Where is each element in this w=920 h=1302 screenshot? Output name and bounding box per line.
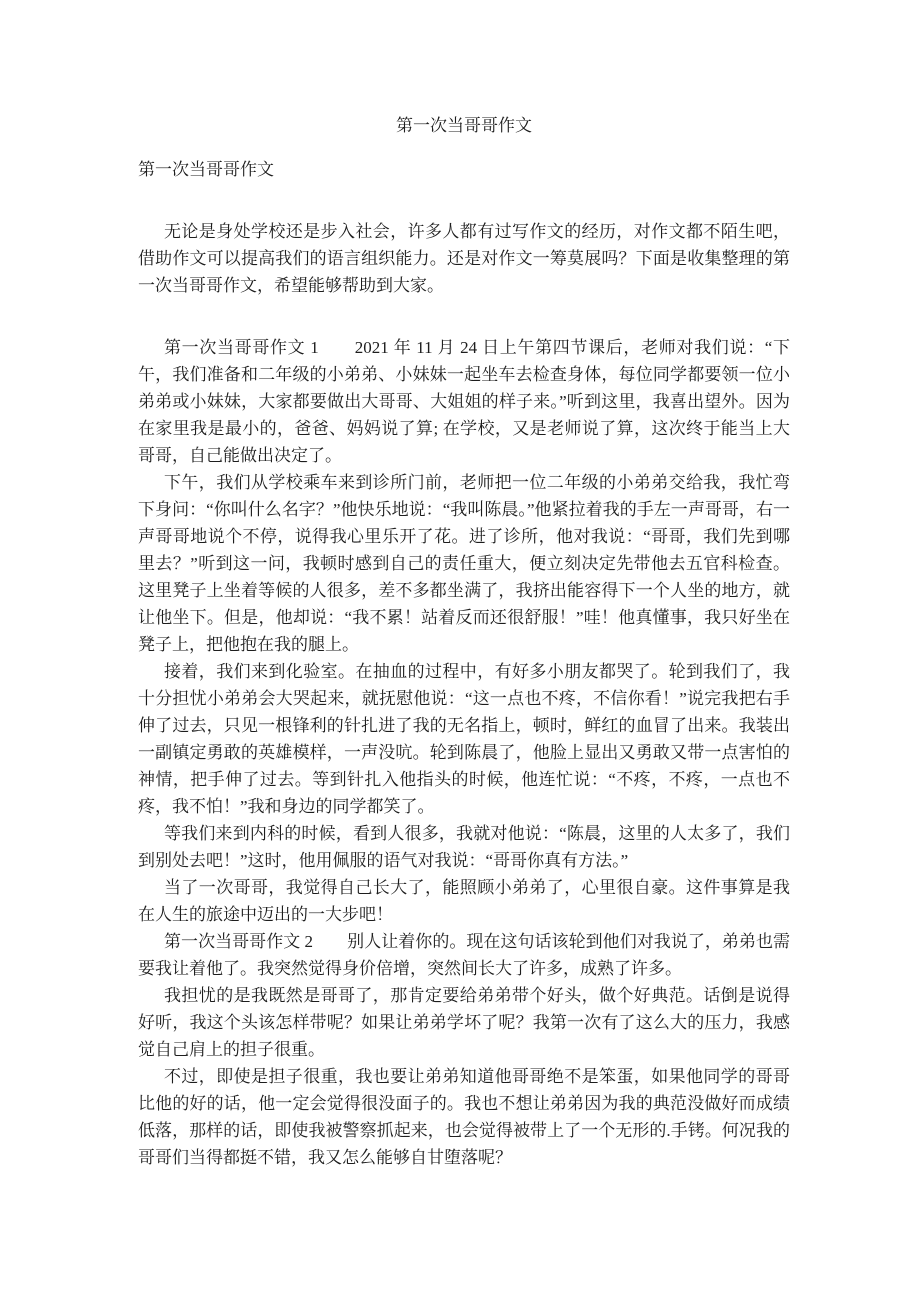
essay-paragraph-1: 第一次当哥哥作文 1 2021 年 11 月 24 日上午第四节课后，老师对我们说：“下午，我们准备和二年级的小弟弟、小妹妹一起坐车去检查身体，每位同学都要领一位小弟弟或小妹妹，大家都要做出大哥哥、大姐姐的样子来。”听到这里，我喜出望外。因为在家里我是最小的，爸爸、妈妈说了算; 在学校，又是老师说了算，这次终于能当上大哥哥，自己能做出决定了。 [138, 338, 790, 465]
essay-paragraph-3: 接着，我们来到化验室。在抽血的过程中，有好多小朋友都哭了。轮到我们了，我十分担忧小弟弟会大哭起来，就抚慰他说：“这一点也不疼，不信你看！”说完我把右手伸了过去，只见一根锋利的针扎进了我的无名指上，顿时，鲜红的血冒了出来。我装出一副镇定勇敢的英雄模样，一声没吭。轮到陈晨了，他脸上显出又勇敢又带一点害怕的神情，把手伸了过去。等到针扎入他指头的时候，他连忙说：“不疼，不疼，一点也不疼，我不怕！”我和身边的同学都笑了。 [138, 662, 790, 816]
essay-paragraph-7: 我担忧的是我既然是哥哥了，那肯定要给弟弟带个好头，做个好典范。话倒是说得好听，我这个头该怎样带呢？如果让弟弟学坏了呢？我第一次有了这么大的压力，我感觉自己肩上的担子很重。 [138, 986, 790, 1059]
document-title: 第一次当哥哥作文 [396, 116, 532, 135]
intro-paragraph: 无论是身处学校还是步入社会，许多人都有过写作文的经历，对作文都不陌生吧，借助作文可以提高我们的语言组织能力。还是对作文一筹莫展吗？下面是收集整理的第一次当哥哥作文，希望能够帮助到大家。 [138, 222, 790, 295]
essay-paragraph-4: 等我们来到内科的时候，看到人很多，我就对他说：“陈晨，这里的人太多了，我们到别处去吧！”这时，他用佩服的语气对我说：“哥哥你真有方法。” [138, 824, 790, 870]
essay-paragraph-5: 当了一次哥哥，我觉得自己长大了，能照顾小弟弟了，心里很自豪。这件事算是我在人生的旅途中迈出的一大步吧！ [138, 878, 790, 924]
document-heading: 第一次当哥哥作文 [138, 160, 274, 179]
essay-paragraph-6: 第一次当哥哥作文 2 别人让着你的。现在这句话该轮到他们对我说了，弟弟也需要我让着他了。我突然觉得身价倍增，突然间长大了许多，成熟了许多。 [138, 932, 790, 978]
essay-paragraph-8: 不过，即使是担子很重，我也要让弟弟知道他哥哥绝不是笨蛋，如果他同学的哥哥比他的好的话，他一定会觉得很没面子的。我也不想让弟弟因为我的典范没做好而成绩低落，那样的话，即使我被警察抓起来，也会觉得被带上了一个无形的.手铐。何况我的哥哥们当得都挺不错，我又怎么能够自甘堕落呢？ [138, 1067, 790, 1167]
essay-paragraph-2: 下午，我们从学校乘车来到诊所门前，老师把一位二年级的小弟弟交给我，我忙弯下身问：“你叫什么名字？”他快乐地说：“我叫陈晨。”他紧拉着我的手左一声哥哥，右一声哥哥地说个不停，说得我心里乐开了花。进了诊所，他对我说：“哥哥，我们先到哪里去？”听到这一问，我顿时感到自己的责任重大，便立刻决定先带他去五官科检查。这里凳子上坐着等候的人很多，差不多都坐满了，我挤出能容得下一个人坐的地方，就让他坐下。但是，他却说：“我不累！站着反而还很舒服！”哇！他真懂事，我只好坐在凳子上，把他抱在我的腿上。 [138, 473, 790, 654]
